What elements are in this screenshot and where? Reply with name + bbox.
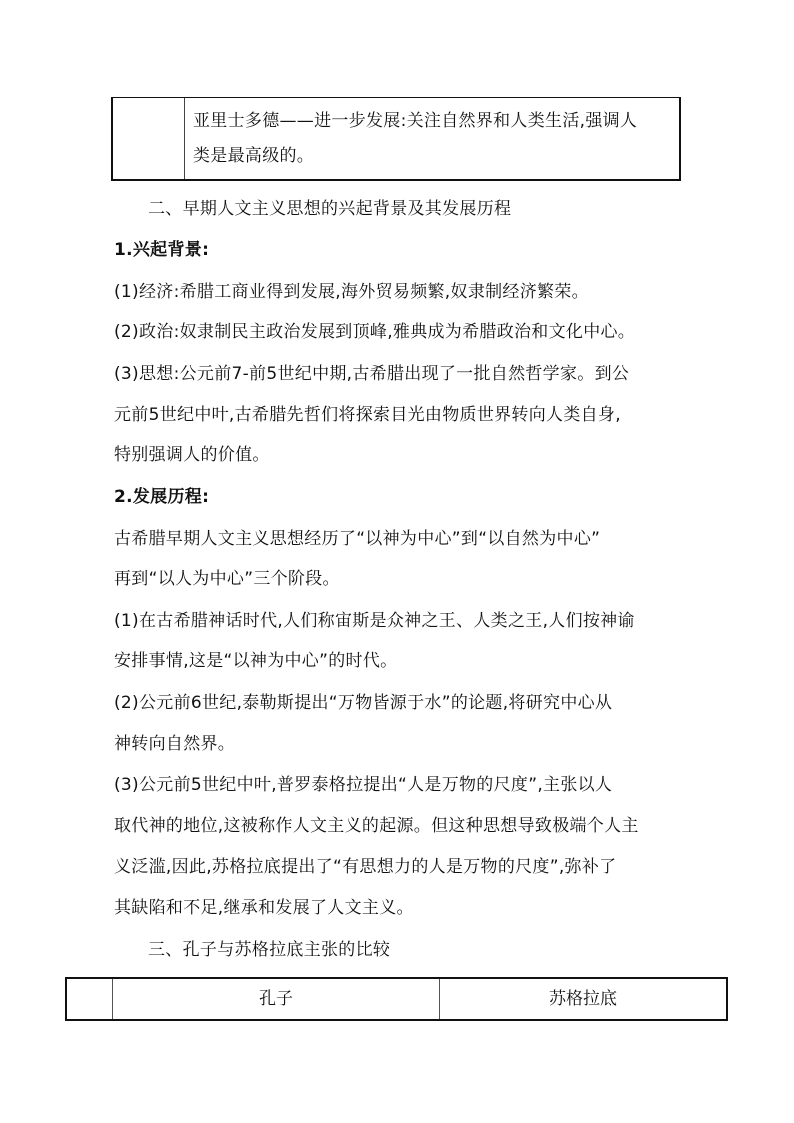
paragraph-line: 古希腊早期人文主义思想经历了“以神为中心”到“以自然为中心” [114, 529, 601, 549]
subheading-history: 2.发展历程: [114, 487, 210, 507]
paragraph-line: (3)思想:公元前7-前5世纪中期,古希腊出现了一批自然哲学家。到公 [114, 364, 630, 384]
section-3-title: 三、孔子与苏格拉底主张的比较 [148, 940, 391, 960]
paragraph-line: 义泛滥,因此,苏格拉底提出了“有思想力的人是万物的尺度”,弥补了 [114, 857, 617, 877]
paragraph-line: 再到“以人为中心”三个阶段。 [114, 569, 340, 589]
table-cell-line: 类是最高级的。 [193, 146, 315, 166]
paragraph-line: 其缺陷和不足,继承和发展了人文主义。 [114, 898, 414, 918]
table-cell-aristotle [193, 104, 677, 174]
subheading-background: 1.兴起背景: [114, 240, 210, 260]
section-2-title: 二、早期人文主义思想的兴起背景及其发展历程 [148, 199, 512, 219]
paragraph-line: (1)在古希腊神话时代,人们称宙斯是众神之王、人类之王,人们按神谕 [114, 611, 635, 631]
paragraph-line: 安排事情,这是“以神为中心”的时代。 [114, 651, 398, 671]
paragraph-line: (3)公元前5世纪中叶,普罗泰格拉提出“人是万物的尺度”,主张以人 [114, 775, 613, 795]
summary-table-fragment [111, 97, 681, 181]
paragraph-line: 特别强调人的价值。 [114, 445, 270, 465]
paragraph-line: 元前5世纪中叶,古希腊先哲们将探索目光由物质世界转向人类自身, [114, 405, 621, 425]
comparison-table [65, 977, 728, 1021]
table-header-confucius: 孔子 [259, 989, 293, 1009]
paragraph-line: (2)政治:奴隶制民主政治发展到顶峰,雅典成为希腊政治和文化中心。 [114, 322, 636, 342]
table-column-divider [184, 98, 185, 179]
paragraph-line: 取代神的地位,这被称作人文主义的起源。但这种思想导致极端个人主 [114, 816, 639, 836]
paragraph-line: 神转向自然界。 [114, 734, 236, 754]
paragraph-line: (1)经济:希腊工商业得到发展,海外贸易频繁,奴隶制经济繁荣。 [114, 282, 589, 302]
table-cell-line: 亚里士多德——进一步发展:关注自然界和人类生活,强调人 [193, 111, 638, 131]
paragraph-line: (2)公元前6世纪,泰勒斯提出“万物皆源于水”的论题,将研究中心从 [114, 693, 613, 713]
table-header-socrates: 苏格拉底 [549, 989, 617, 1009]
